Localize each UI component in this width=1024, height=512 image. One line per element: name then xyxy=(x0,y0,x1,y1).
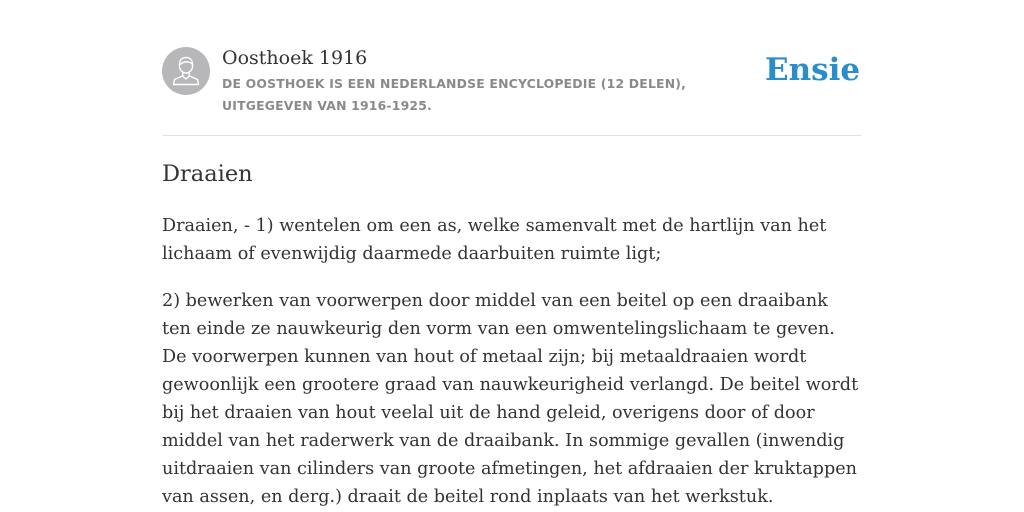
user-silhouette-icon xyxy=(162,47,210,95)
ensie-logo[interactable]: Ensie xyxy=(765,52,861,88)
article-paragraph: 2) bewerken van voorwerpen door middel van een beitel op een draaibank ten einde ze nauwkeurig den vorm van een omwentelingslichaam te geven. De voorwerpen kunnen van hout of metaal zijn; bij metaaldraaien wordt gewoonlijk een grootere graad van nauwkeurigheid verlangd. De beitel wordt bij het draaien van hout veelal uit de hand geleid, overigens door of door middel van het raderwerk van de draaibank. In sommige gevallen (inwendig uitdraaien van cilinders van groote afmetingen, het afdraaien der kruktappen van assen, en derg.) draait de beitel rond inplaats van het werkstuk. xyxy=(162,291,859,507)
avatar[interactable] xyxy=(162,47,210,95)
article-title: Draaien xyxy=(162,161,253,187)
header-divider xyxy=(162,135,862,136)
source-name[interactable]: Oosthoek 1916 xyxy=(222,47,368,69)
article-paragraph: Draaien, - 1) wentelen om een as, welke samenvalt met de hartlijn van het lichaam of evenwijdig daarmede daarbuiten ruimte ligt; xyxy=(162,216,827,264)
source-description: DE OOSTHOEK IS EEN NEDERLANDSE ENCYCLOPEDIE (12 DELEN), UITGEGEVEN VAN 1916-1925. xyxy=(222,76,687,113)
source-header xyxy=(162,46,862,116)
